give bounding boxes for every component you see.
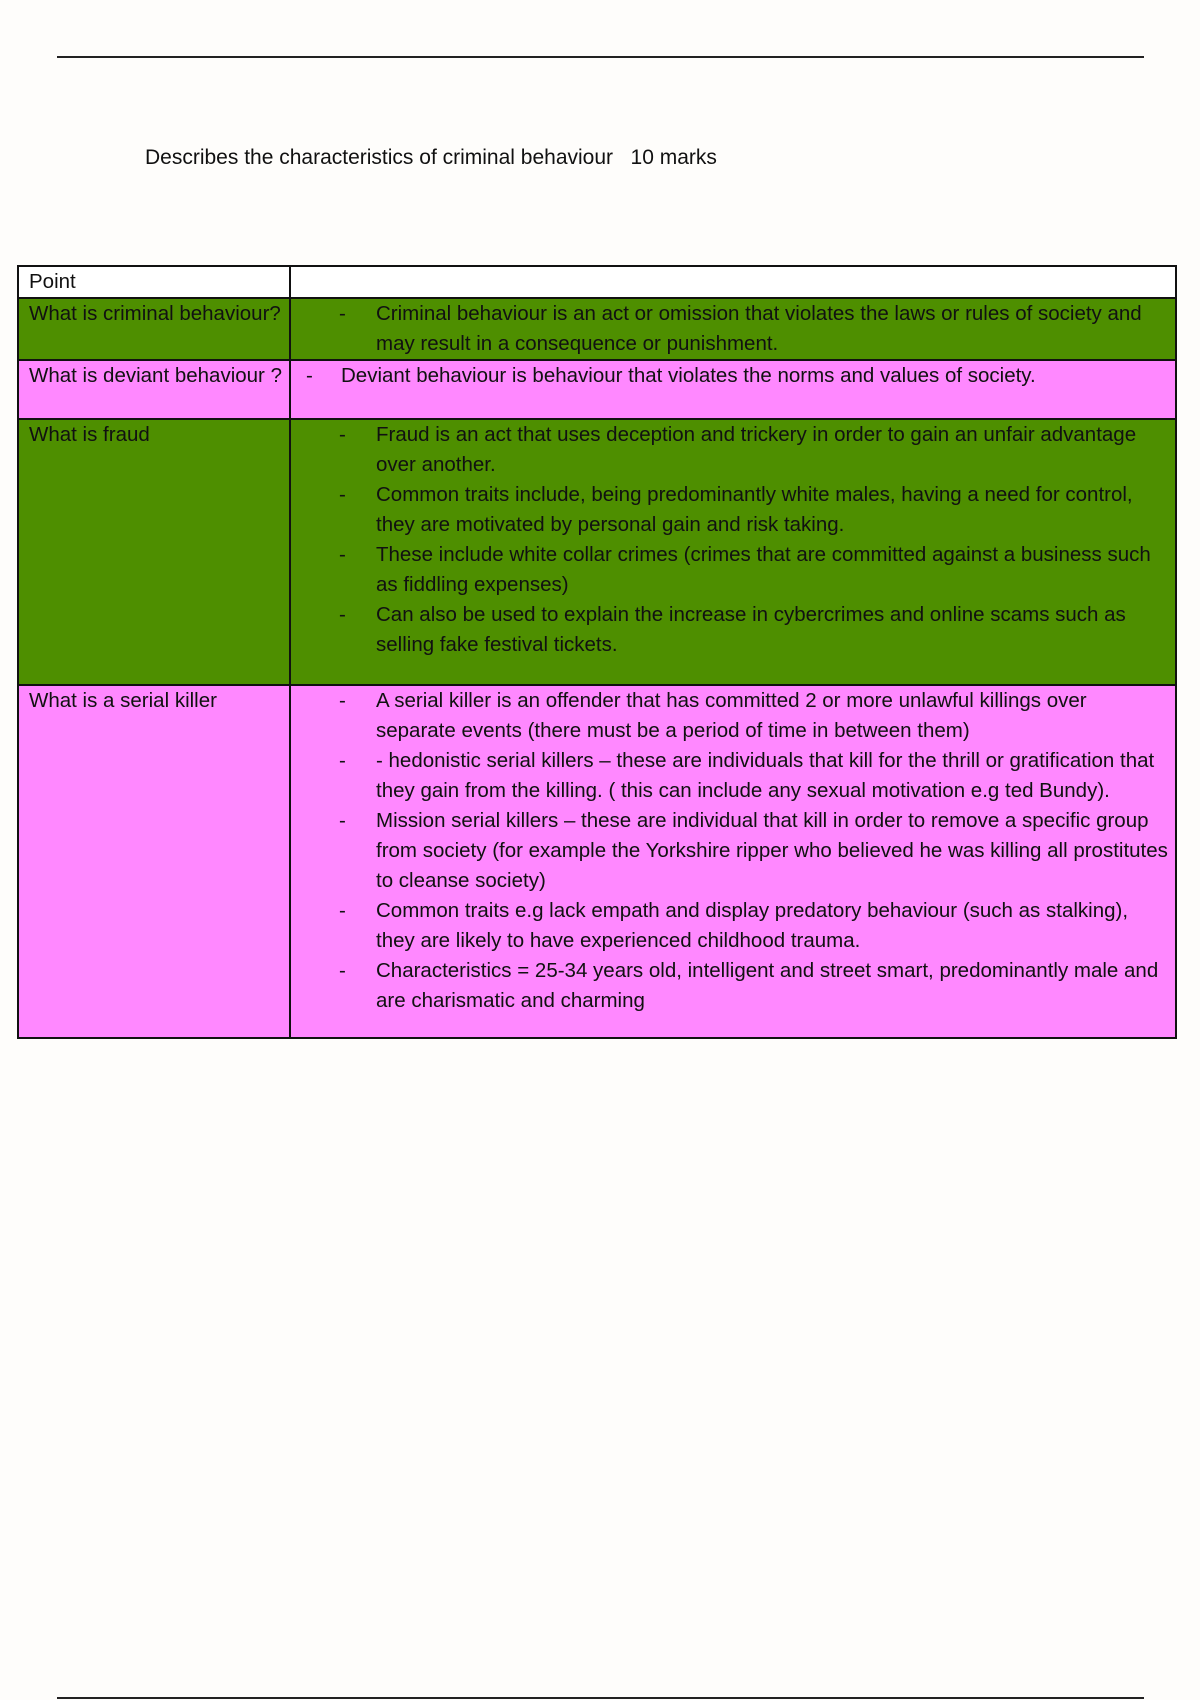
- list-item: [339, 746, 1169, 806]
- table-row-fraud: [18, 419, 1176, 685]
- list-item: [339, 480, 1169, 540]
- table-header-row: [18, 266, 1176, 298]
- bullet-dash: -: [339, 749, 346, 772]
- bullet-dash: -: [339, 423, 346, 446]
- table-row-serial-killer: [18, 685, 1176, 1038]
- bullet-list: [301, 299, 1169, 359]
- bullet-dash: -: [339, 689, 346, 712]
- bullet-dash: -: [339, 959, 346, 982]
- table-row-criminal-behaviour: [18, 298, 1176, 360]
- bullet-dash: -: [339, 302, 346, 325]
- bullet-text: - hedonistic serial killers – these are individuals that kill for the thrill or gratification that they gain from the killing. ( this can include any sexual motivation e.g ted Bundy).: [376, 749, 1155, 802]
- answer-cell: [290, 685, 1176, 1038]
- table-row-deviant-behaviour: [18, 360, 1176, 419]
- answer-cell: [290, 419, 1176, 685]
- list-item: [339, 896, 1169, 956]
- answer-cell: [290, 360, 1176, 419]
- list-item: [339, 540, 1169, 600]
- bullet-list: [301, 686, 1169, 1016]
- point-cell: What is deviant behaviour ?: [18, 360, 290, 419]
- list-item: [339, 686, 1169, 746]
- bullet-dash: -: [339, 483, 346, 506]
- answer-cell: [290, 298, 1176, 360]
- bullet-dash: -: [339, 603, 346, 626]
- list-item: [339, 806, 1169, 896]
- bullet-text: Deviant behaviour is behaviour that violates the norms and values of society.: [341, 364, 1036, 387]
- bullet-text: Fraud is an act that uses deception and trickery in order to gain an unfair advantage over another.: [376, 423, 1137, 476]
- bullet-text: Characteristics = 25-34 years old, intelligent and street smart, predominantly male and are charismatic and charming: [376, 959, 1159, 1012]
- bullet-dash: -: [339, 543, 346, 566]
- list-item: [339, 420, 1169, 480]
- list-item: [339, 956, 1169, 1016]
- bullet-text: Common traits e.g lack empath and display predatory behaviour (such as stalking), they are likely to have experienced childhood trauma.: [376, 899, 1129, 952]
- bullet-text: Can also be used to explain the increase in cybercrimes and online scams such as selling fake festival tickets.: [376, 603, 1126, 656]
- bullet-list: [301, 420, 1169, 660]
- point-column-header: Point: [18, 266, 290, 298]
- answer-table: [17, 265, 1177, 1039]
- bullet-dash: -: [339, 809, 346, 832]
- question-heading: Describes the characteristics of criminal behaviour 10 marks: [145, 146, 717, 169]
- list-item: [339, 600, 1169, 660]
- bullet-dash: -: [306, 364, 313, 387]
- bullet-dash: -: [339, 899, 346, 922]
- bullet-list: [301, 361, 1169, 391]
- header-rule: [57, 56, 1144, 58]
- footer-rule: [57, 1697, 1144, 1699]
- list-item: [339, 299, 1169, 359]
- bullet-text: Mission serial killers – these are individual that kill in order to remove a specific group from society (for example the Yorkshire ripper who believed he was killing all prostitutes to cleanse society): [376, 809, 1168, 892]
- bullet-text: Common traits include, being predominantly white males, having a need for control, they are motivated by personal gain and risk taking.: [376, 483, 1133, 536]
- bullet-text: Criminal behaviour is an act or omission that violates the laws or rules of society and may result in a consequence or punishment.: [376, 302, 1142, 355]
- point-cell: What is criminal behaviour?: [18, 298, 290, 360]
- point-cell: What is a serial killer: [18, 685, 290, 1038]
- point-cell: What is fraud: [18, 419, 290, 685]
- list-item: [306, 361, 1169, 391]
- bullet-text: A serial killer is an offender that has committed 2 or more unlawful killings over separate events (there must be a period of time in between them): [376, 689, 1087, 742]
- bullet-text: These include white collar crimes (crimes that are committed against a business such as fiddling expenses): [376, 543, 1151, 596]
- answer-column-header: [290, 266, 1176, 298]
